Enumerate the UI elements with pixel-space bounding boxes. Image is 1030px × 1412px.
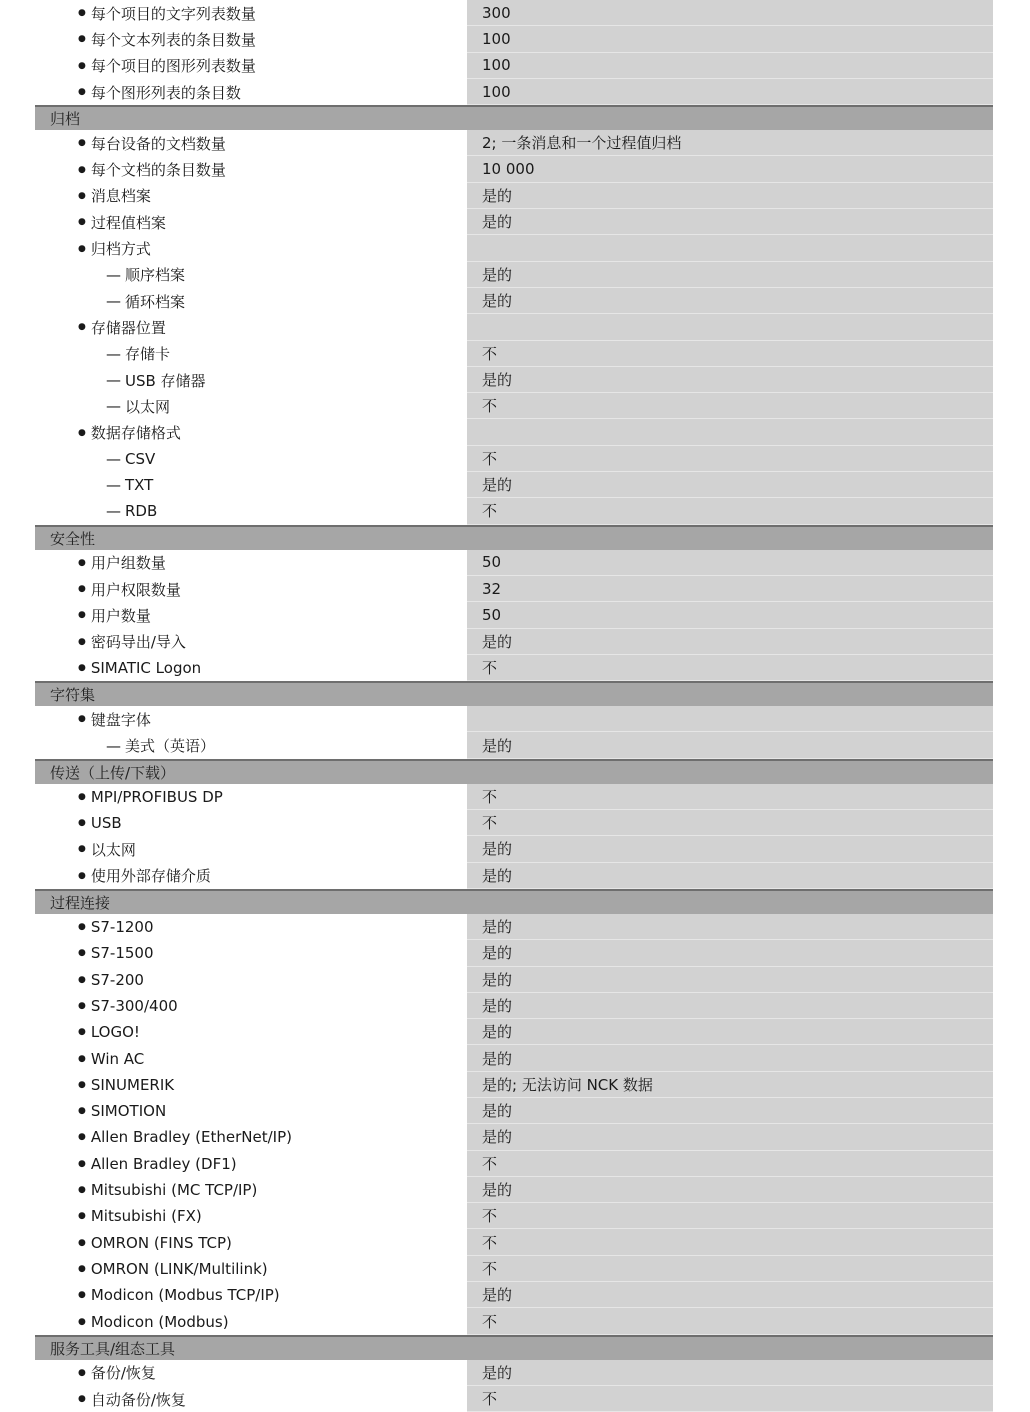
spec-subrow — [35, 446, 993, 472]
spec-row — [35, 1256, 993, 1282]
spec-label: ● 键盘字体 — [35, 706, 510, 732]
spec-row — [35, 235, 993, 261]
spec-subrow — [35, 393, 993, 419]
spec-value: 是的; 无法访问 NCK 数据 — [467, 1072, 993, 1098]
spec-label: ● 每个图形列表的条目数 — [35, 79, 510, 105]
spec-value: 2; 一条消息和一个过程值归档 — [467, 130, 993, 156]
spec-row — [35, 79, 993, 105]
spec-value: 是的 — [467, 1124, 993, 1150]
spec-subrow — [35, 498, 993, 524]
spec-row — [35, 1360, 993, 1386]
spec-value — [467, 235, 993, 261]
spec-value: 不 — [467, 1229, 993, 1255]
spec-label: ● Modicon (Modbus) — [35, 1308, 510, 1334]
spec-value: 是的 — [467, 288, 993, 314]
spec-value: 不 — [467, 1256, 993, 1282]
spec-value: 是的 — [467, 1045, 993, 1071]
spec-value: 是的 — [467, 262, 993, 288]
section-title: 服务工具/组态工具 — [50, 1339, 176, 1358]
spec-value: 10 000 — [467, 156, 993, 182]
spec-subrow — [35, 288, 993, 314]
spec-row — [35, 706, 993, 732]
section-header — [35, 889, 993, 914]
spec-row — [35, 419, 993, 445]
section-title: 安全性 — [50, 529, 96, 548]
spec-table — [35, 0, 993, 1412]
spec-value: 是的 — [467, 836, 993, 862]
spec-row — [35, 836, 993, 862]
spec-value: 是的 — [467, 1282, 993, 1308]
spec-label: ● 消息档案 — [35, 183, 510, 209]
spec-label: ● 每个文档的条目数量 — [35, 156, 510, 182]
spec-label: ● 密码导出/导入 — [35, 629, 510, 655]
spec-value: 不 — [467, 393, 993, 419]
spec-value: 不 — [467, 341, 993, 367]
spec-label: ● 备份/恢复 — [35, 1360, 510, 1386]
section-title: 过程连接 — [50, 893, 111, 912]
spec-value: 不 — [467, 1386, 993, 1412]
spec-value: 不 — [467, 810, 993, 836]
spec-row — [35, 156, 993, 182]
spec-label: ● 自动备份/恢复 — [35, 1386, 510, 1412]
spec-row — [35, 1124, 993, 1150]
spec-label: ● Win AC — [35, 1045, 510, 1071]
spec-row — [35, 1282, 993, 1308]
spec-value: 是的 — [467, 1177, 993, 1203]
spec-label: ● 使用外部存储介质 — [35, 863, 510, 889]
spec-value: 是的 — [467, 732, 993, 758]
section-header — [35, 759, 993, 784]
spec-label: ● USB — [35, 810, 510, 836]
spec-value: 100 — [467, 26, 993, 52]
spec-value: 不 — [467, 498, 993, 524]
spec-value: 是的 — [467, 940, 993, 966]
spec-value: 不 — [467, 1151, 993, 1177]
spec-row — [35, 183, 993, 209]
spec-label: ● OMRON (LINK/Multilink) — [35, 1256, 510, 1282]
spec-label: — RDB — [35, 498, 538, 524]
spec-label: ● 用户数量 — [35, 602, 510, 628]
section-header — [35, 681, 993, 706]
section-header — [35, 525, 993, 550]
spec-row — [35, 1386, 993, 1412]
spec-value: 不 — [467, 446, 993, 472]
spec-value: 是的 — [467, 1360, 993, 1386]
spec-label: — 以太网 — [35, 393, 538, 419]
spec-row — [35, 1151, 993, 1177]
spec-value: 是的 — [467, 183, 993, 209]
spec-label: ● 每个项目的文字列表数量 — [35, 0, 510, 26]
spec-label: — 美式（英语） — [35, 732, 538, 758]
spec-value: 100 — [467, 53, 993, 79]
spec-label: ● 过程值档案 — [35, 209, 510, 235]
spec-label: ● LOGO! — [35, 1019, 510, 1045]
spec-row — [35, 1229, 993, 1255]
spec-row — [35, 314, 993, 340]
spec-row — [35, 53, 993, 79]
spec-value: 50 — [467, 602, 993, 628]
spec-subrow — [35, 262, 993, 288]
spec-row — [35, 993, 993, 1019]
spec-value: 不 — [467, 655, 993, 681]
spec-row — [35, 550, 993, 576]
spec-row — [35, 1177, 993, 1203]
spec-label: — CSV — [35, 446, 538, 472]
spec-value: 是的 — [467, 367, 993, 393]
spec-value: 是的 — [467, 629, 993, 655]
section-title: 归档 — [50, 110, 81, 129]
spec-label: ● MPI/PROFIBUS DP — [35, 784, 510, 810]
spec-label: ● S7-1500 — [35, 940, 510, 966]
spec-label: ● Mitsubishi (FX) — [35, 1203, 510, 1229]
spec-row — [35, 810, 993, 836]
spec-label: — 循环档案 — [35, 288, 538, 314]
spec-label: ● SIMATIC Logon — [35, 655, 510, 681]
section-header — [35, 105, 993, 130]
spec-label: ● S7-200 — [35, 967, 510, 993]
spec-row — [35, 1098, 993, 1124]
spec-value: 是的 — [467, 863, 993, 889]
spec-label: ● 每个文本列表的条目数量 — [35, 26, 510, 52]
spec-subrow — [35, 732, 993, 758]
spec-label: ● S7-300/400 — [35, 993, 510, 1019]
spec-value: 100 — [467, 79, 993, 105]
spec-label: ● 存储器位置 — [35, 314, 510, 340]
spec-value: 是的 — [467, 472, 993, 498]
spec-label: ● SINUMERIK — [35, 1072, 510, 1098]
spec-label: — USB 存储器 — [35, 367, 538, 393]
spec-value: 是的 — [467, 209, 993, 235]
section-title: 传送（上传/下载） — [50, 763, 176, 782]
spec-row — [35, 784, 993, 810]
spec-label: — 存储卡 — [35, 341, 538, 367]
spec-row — [35, 629, 993, 655]
spec-label: ● Modicon (Modbus TCP/IP) — [35, 1282, 510, 1308]
spec-value: 是的 — [467, 1098, 993, 1124]
spec-value: 是的 — [467, 1019, 993, 1045]
spec-label: ● 每台设备的文档数量 — [35, 130, 510, 156]
spec-label: ● Allen Bradley (EtherNet/IP) — [35, 1124, 510, 1150]
spec-label: ● 数据存储格式 — [35, 419, 510, 445]
spec-value: 是的 — [467, 914, 993, 940]
spec-value — [467, 706, 993, 732]
spec-label: ● Mitsubishi (MC TCP/IP) — [35, 1177, 510, 1203]
spec-subrow — [35, 367, 993, 393]
spec-row — [35, 209, 993, 235]
spec-row — [35, 0, 993, 26]
spec-value: 32 — [467, 576, 993, 602]
spec-row — [35, 1072, 993, 1098]
spec-value — [467, 314, 993, 340]
spec-value: 是的 — [467, 993, 993, 1019]
spec-row — [35, 1019, 993, 1045]
section-header — [35, 1335, 993, 1360]
spec-label: ● Allen Bradley (DF1) — [35, 1151, 510, 1177]
spec-label: ● SIMOTION — [35, 1098, 510, 1124]
spec-row — [35, 863, 993, 889]
spec-row — [35, 1045, 993, 1071]
spec-label: ● 归档方式 — [35, 235, 510, 261]
spec-row — [35, 576, 993, 602]
section-title: 字符集 — [50, 686, 96, 705]
spec-label: ● 以太网 — [35, 836, 510, 862]
spec-row — [35, 1203, 993, 1229]
spec-value: 不 — [467, 1308, 993, 1334]
spec-row — [35, 26, 993, 52]
spec-row — [35, 940, 993, 966]
spec-label: ● 用户组数量 — [35, 550, 510, 576]
spec-subrow — [35, 472, 993, 498]
spec-label: ● OMRON (FINS TCP) — [35, 1229, 510, 1255]
spec-subrow — [35, 341, 993, 367]
spec-value — [467, 419, 993, 445]
spec-label: — 顺序档案 — [35, 262, 538, 288]
spec-value: 300 — [467, 0, 993, 26]
spec-label: ● S7-1200 — [35, 914, 510, 940]
spec-value: 不 — [467, 1203, 993, 1229]
spec-value: 是的 — [467, 967, 993, 993]
spec-row — [35, 914, 993, 940]
spec-label: ● 用户权限数量 — [35, 576, 510, 602]
spec-row — [35, 602, 993, 628]
spec-label: ● 每个项目的图形列表数量 — [35, 53, 510, 79]
spec-row — [35, 655, 993, 681]
spec-value: 不 — [467, 784, 993, 810]
spec-label: — TXT — [35, 472, 538, 498]
spec-row — [35, 1308, 993, 1334]
spec-row — [35, 967, 993, 993]
spec-value: 50 — [467, 550, 993, 576]
spec-row — [35, 130, 993, 156]
